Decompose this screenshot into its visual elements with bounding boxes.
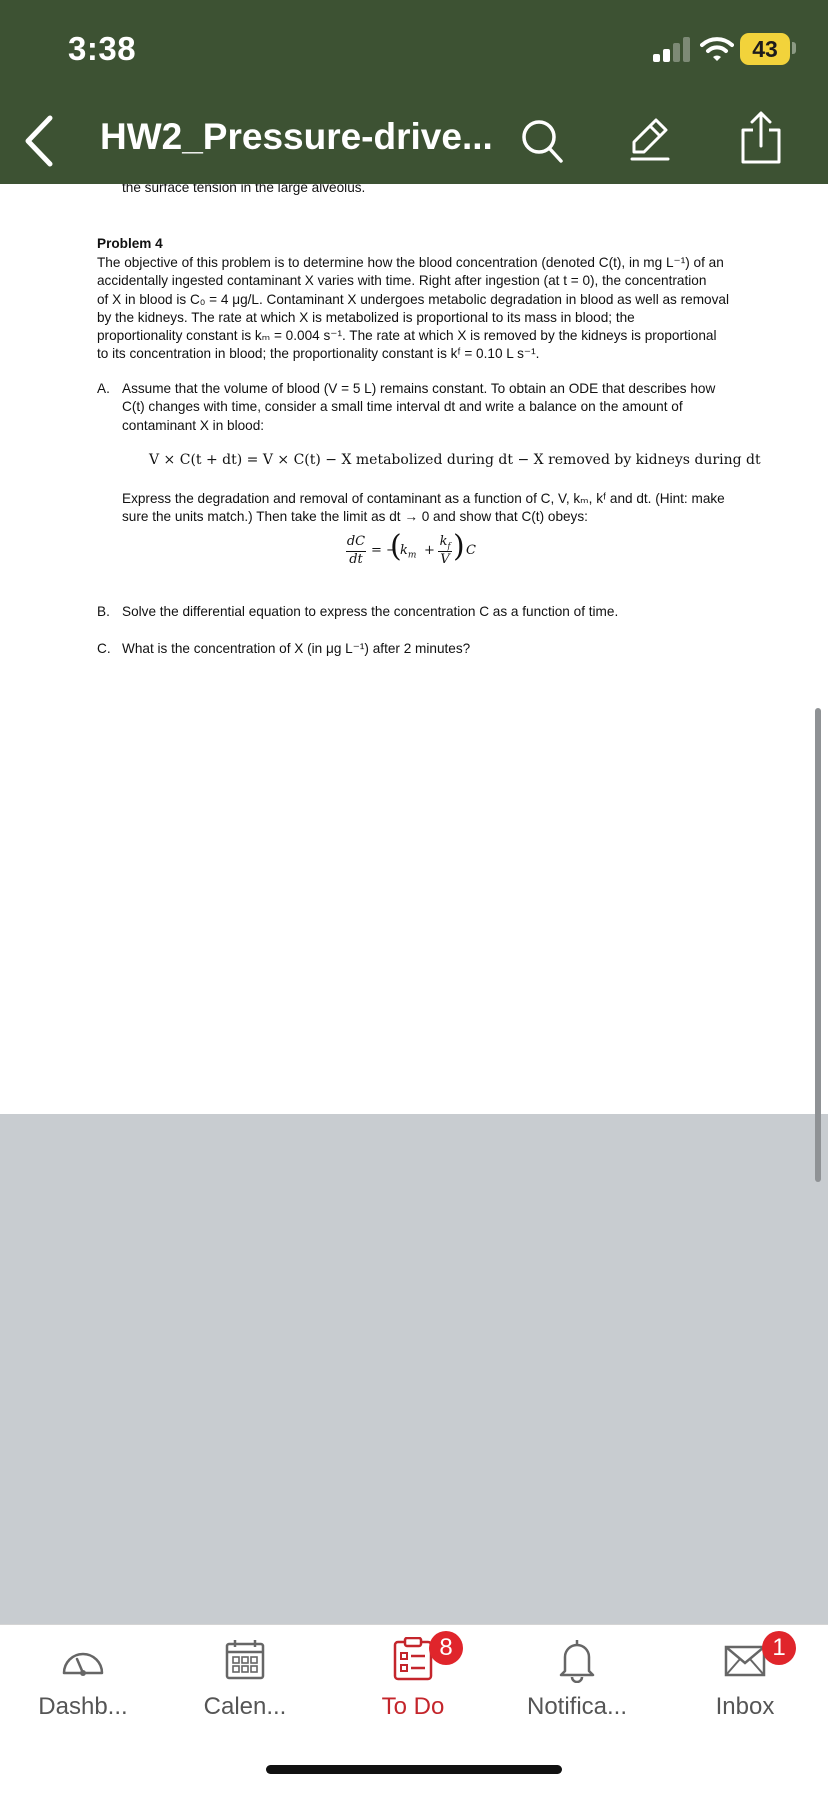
document-title: HW2_Pressure-drive... <box>100 116 493 157</box>
tab-label: Calen... <box>203 1693 287 1720</box>
part-b-label: B. <box>97 604 110 619</box>
part-c-text: What is the concentration of X (in μg L⁻¹) after 2 minutes? <box>122 641 471 656</box>
part-a-label: A. <box>97 381 110 396</box>
problem-title: Problem 4 <box>97 236 163 251</box>
ode-kf-k: k <box>439 534 448 549</box>
clipped-text-line: the surface tension in the large alveolus. <box>122 184 366 195</box>
home-indicator[interactable] <box>266 1765 562 1774</box>
ode-close-paren: ) <box>453 529 465 564</box>
express-line: sure the units match.) Then take the limit as dt → 0 and show that C(t) obeys: <box>122 509 588 525</box>
status-time: 3:38 <box>68 30 137 67</box>
ode-equals-minus: = − <box>371 543 397 558</box>
intro-line: proportionality constant is kₘ = 0.004 s⁻¹. The rate at which X is removed by the kidneys is proportional <box>97 328 717 344</box>
problem-intro <box>97 254 737 364</box>
intro-line: accidentally ingested contaminant X varies with time. Right after ingestion (at t = 0), the concentration <box>97 273 707 289</box>
wifi-icon <box>700 35 734 63</box>
scrollbar[interactable] <box>815 708 821 1182</box>
tab-label: Inbox <box>715 1693 775 1720</box>
ode-km-sub: m <box>407 550 417 561</box>
highlighter-icon[interactable] <box>630 116 670 162</box>
app-header <box>0 0 828 184</box>
bell-icon <box>557 1637 597 1683</box>
document-page[interactable] <box>0 184 828 1114</box>
tab-label: Dashb... <box>38 1693 128 1720</box>
todo-icon <box>393 1637 433 1681</box>
ode-km-k: k <box>400 543 408 558</box>
tab-label: To Do <box>381 1693 445 1720</box>
battery-tip <box>792 42 796 54</box>
part-b-text: Solve the differential equation to express the concentration C as a function of time. <box>122 604 619 619</box>
part-c-label: C. <box>97 641 111 656</box>
part-a-line: contaminant X in blood: <box>122 417 265 433</box>
back-chevron-icon[interactable] <box>20 112 60 170</box>
share-icon[interactable] <box>738 110 784 166</box>
ode-kf-sub: f <box>447 541 451 551</box>
cellular-signal-icon <box>653 36 691 62</box>
intro-line: to its concentration in blood; the proportionality constant is kᶠ = 0.10 L s⁻¹. <box>97 346 540 362</box>
part-a-line: C(t) changes with time, consider a small time interval dt and write a balance on the amount of <box>122 399 683 415</box>
inbox-badge: 1 <box>762 1631 796 1665</box>
ode-equation <box>346 529 496 580</box>
ode-c: C <box>466 543 476 558</box>
empty-page-background <box>0 1114 828 1624</box>
ode-kf-numerator <box>438 534 452 551</box>
dashboard-icon <box>60 1643 106 1679</box>
tab-label: Notifica... <box>526 1693 628 1720</box>
ode-kf-denominator: V <box>440 552 450 567</box>
todo-badge: 8 <box>429 1631 463 1665</box>
search-icon[interactable] <box>520 118 564 164</box>
ode-plus: + <box>424 543 435 558</box>
intro-line: by the kidneys. The rate at which X is metabolized is proportional to its mass in blood; the <box>97 309 635 325</box>
calendar-icon <box>225 1639 265 1681</box>
inbox-icon <box>724 1645 766 1677</box>
ode-lhs-denominator: dt <box>349 552 363 567</box>
part-a-line: Assume that the volume of blood (V = 5 L) remains constant. To obtain an ODE that describes how <box>122 381 716 396</box>
express-line: Express the degradation and removal of contaminant as a function of C, V, kₘ, kᶠ and dt. (Hint: make <box>122 491 725 506</box>
battery-indicator: 43 <box>740 33 790 65</box>
intro-line: The objective of this problem is to determine how the blood concentration (denoted C(t), in mg L⁻¹) of an <box>97 255 724 270</box>
balance-equation: V × C(t + dt) = V × C(t) − X metabolized during dt − X removed by kidneys during dt <box>149 452 761 468</box>
part-a-text <box>122 380 732 435</box>
ode-open-paren: ( <box>390 529 402 564</box>
ode-lhs-numerator: dC <box>346 534 366 549</box>
intro-line: of X in blood is C₀ = 4 μg/L. Contaminant X undergoes metabolic degradation in blood as well as removal <box>97 291 729 307</box>
ode-km <box>400 543 416 561</box>
express-text <box>122 490 742 527</box>
